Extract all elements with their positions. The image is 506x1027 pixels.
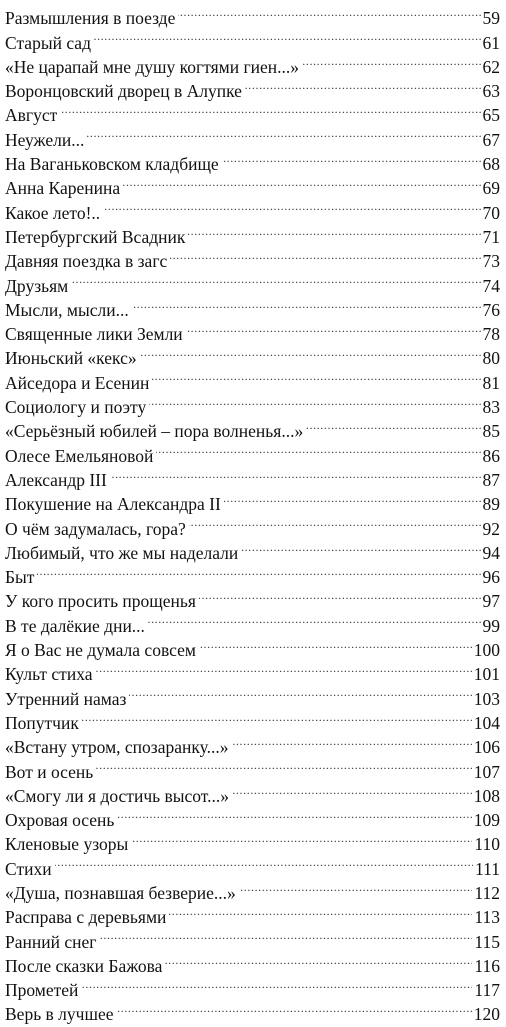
dot-leader	[99, 923, 472, 947]
toc-entry-page-number: 65	[482, 105, 500, 126]
toc-entry-title: На Ваганьковском кладбище	[5, 154, 219, 175]
toc-entry-title: Давняя поездка в загс	[5, 251, 168, 272]
toc-entry-title: Айседора и Есенин	[5, 372, 150, 393]
toc-entry-page-number: 68	[482, 154, 500, 175]
dot-leader	[71, 267, 480, 291]
toc-entry-page-number: 71	[482, 226, 500, 247]
toc-entry-page-number: 103	[473, 688, 500, 709]
toc-entry-title: Какое лето!..	[5, 202, 101, 223]
toc-entry-title: Неужели...	[5, 129, 85, 150]
toc-entry-title: Август	[5, 105, 58, 126]
dot-leader	[169, 899, 472, 923]
dot-leader	[232, 778, 472, 802]
toc-entry-page-number: 86	[482, 445, 500, 466]
dot-leader	[87, 121, 480, 145]
dot-leader	[186, 316, 481, 340]
toc-entry-title: Покушение на Александра II	[5, 494, 221, 515]
toc-entry	[5, 583, 500, 612]
toc-entry-page-number: 81	[482, 372, 500, 393]
dot-leader	[170, 243, 480, 267]
dot-leader	[110, 462, 481, 486]
table-of-contents	[5, 0, 500, 1025]
toc-entry-page-number: 110	[474, 834, 500, 855]
dot-leader	[152, 364, 480, 388]
dot-leader	[129, 680, 471, 704]
toc-entry-title: Ранний снег	[5, 931, 97, 952]
toc-entry-page-number: 61	[482, 32, 500, 53]
toc-entry-title: В те далёкие дни...	[5, 615, 145, 636]
toc-entry-page-number: 108	[473, 785, 500, 806]
toc-entry-title: Петербургский Всадник	[5, 226, 186, 247]
dot-leader	[199, 632, 472, 656]
toc-entry-page-number: 74	[482, 275, 500, 296]
toc-entry-page-number: 89	[482, 494, 500, 515]
toc-entry-page-number: 115	[474, 931, 500, 952]
dot-leader	[95, 656, 471, 680]
toc-entry-page-number: 73	[482, 251, 500, 272]
dot-leader	[239, 875, 473, 899]
toc-entry	[5, 559, 500, 588]
toc-entry-title: У кого просить прощенья	[5, 591, 196, 612]
dot-leader	[149, 389, 480, 413]
toc-entry-title: «Не царапай мне душу когтями гиен...»	[5, 56, 300, 77]
toc-entry-title: Друзьям	[5, 275, 69, 296]
dot-leader	[55, 850, 473, 874]
toc-entry-page-number: 109	[473, 810, 500, 831]
toc-entry	[5, 996, 500, 1025]
dot-leader	[37, 559, 480, 583]
toc-entry-title: Прометей	[5, 980, 79, 1001]
dot-leader	[224, 486, 481, 510]
dot-leader	[156, 437, 480, 461]
toc-entry-title: Расправа с деревьями	[5, 907, 167, 928]
dot-leader	[241, 535, 480, 559]
toc-entry-page-number: 113	[474, 907, 500, 928]
toc-entry-page-number: 112	[474, 882, 500, 903]
toc-entry-title: Александр III	[5, 469, 107, 490]
toc-entry-page-number: 101	[473, 664, 500, 685]
toc-entry-title: Июньский «кекс»	[5, 348, 137, 369]
toc-entry-page-number: 117	[474, 980, 500, 1001]
dot-leader	[231, 729, 471, 753]
toc-entry	[5, 121, 500, 150]
toc-entry-title: Олесе Емельяновой	[5, 445, 154, 466]
toc-entry-title: После сказки Бажова	[5, 955, 163, 976]
toc-entry-page-number: 62	[482, 56, 500, 77]
dot-leader	[81, 972, 472, 996]
toc-entry	[5, 0, 500, 29]
toc-entry-page-number: 120	[473, 1004, 500, 1025]
toc-entry-page-number: 116	[474, 955, 500, 976]
toc-entry-page-number: 111	[475, 858, 500, 879]
toc-entry-page-number: 104	[473, 712, 500, 733]
dot-leader	[188, 219, 480, 243]
dot-leader	[222, 146, 481, 170]
dot-leader	[132, 292, 481, 316]
dot-leader	[189, 510, 481, 534]
dot-leader	[116, 996, 471, 1020]
toc-entry-title: Социологу и поэту	[5, 397, 147, 418]
toc-entry-title: Стихи	[5, 858, 52, 879]
toc-entry-page-number: 87	[482, 469, 500, 490]
toc-entry-page-number: 78	[482, 324, 500, 345]
toc-entry-title: Кленовые узоры	[5, 834, 129, 855]
dot-leader	[245, 73, 481, 97]
dot-leader	[306, 413, 480, 437]
toc-entry-title: Воронцовский дворец в Алупке	[5, 81, 242, 102]
toc-entry-page-number: 80	[482, 348, 500, 369]
toc-entry-title: Вот и осень	[5, 761, 94, 782]
dot-leader	[103, 194, 480, 218]
toc-entry-page-number: 106	[473, 737, 500, 758]
toc-entry-page-number: 100	[473, 640, 500, 661]
toc-entry-title: Размышления в поезде	[5, 8, 176, 29]
toc-entry-page-number: 70	[482, 202, 500, 223]
toc-entry-title: Культ стиха	[5, 664, 93, 685]
toc-entry-page-number: 76	[482, 299, 500, 320]
toc-entry-title: Любимый, что же мы наделали	[5, 542, 239, 563]
toc-entry-title: Старый сад	[5, 32, 91, 53]
toc-entry-page-number: 97	[482, 591, 500, 612]
toc-entry	[5, 875, 500, 903]
toc-entry-title: «Смогу ли я достичь высот...»	[5, 785, 229, 806]
toc-entry	[5, 267, 500, 296]
toc-entry	[5, 729, 500, 758]
toc-entry-title: «Встану утром, спозаранку...»	[5, 737, 229, 758]
toc-entry-page-number: 83	[482, 397, 500, 418]
toc-entry-title: Я о Вас не думала совсем	[5, 640, 196, 661]
dot-leader	[165, 948, 472, 972]
toc-entry-title: Охровая осень	[5, 810, 115, 831]
dot-leader	[96, 753, 472, 777]
dot-leader	[199, 583, 481, 607]
dot-leader	[302, 49, 480, 73]
dot-leader	[178, 0, 480, 24]
toc-entry-page-number: 67	[482, 129, 500, 150]
dot-leader	[60, 97, 480, 121]
dot-leader	[140, 340, 481, 364]
toc-entry-page-number: 99	[482, 615, 500, 636]
toc-entry-title: О чём задумалась, гора?	[5, 518, 186, 539]
toc-entry	[5, 850, 500, 879]
dot-leader	[123, 170, 480, 194]
toc-entry-page-number: 59	[482, 8, 500, 29]
dot-leader	[117, 802, 471, 826]
toc-entry-title: Мысли, мысли...	[5, 299, 129, 320]
toc-entry-title: Верь в лучшее	[5, 1004, 114, 1025]
toc-entry-title: «Серьёзный юбилей – пора волненья...»	[5, 421, 304, 442]
toc-entry-title: Священные лики Земли	[5, 324, 183, 345]
toc-entry-page-number: 107	[473, 761, 500, 782]
dot-leader	[94, 24, 481, 48]
toc-entry-title: Попутчик	[5, 712, 79, 733]
toc-entry-title: Быт	[5, 567, 35, 588]
toc-entry-title: «Душа, познавшая безверие...»	[5, 882, 236, 903]
toc-entry-page-number: 94	[482, 542, 500, 563]
toc-entry	[5, 97, 500, 126]
dot-leader	[82, 705, 472, 729]
toc-entry	[5, 292, 500, 320]
toc-entry-page-number: 92	[482, 518, 500, 539]
dot-leader	[131, 826, 472, 850]
toc-entry-title: Утренний намаз	[5, 688, 127, 709]
toc-entry-page-number: 63	[482, 81, 500, 102]
dot-leader	[148, 607, 481, 631]
toc-entry-title: Анна Каренина	[5, 178, 121, 199]
toc-entry-page-number: 69	[482, 178, 500, 199]
toc-entry-page-number: 85	[482, 421, 500, 442]
toc-entry-page-number: 96	[482, 567, 500, 588]
